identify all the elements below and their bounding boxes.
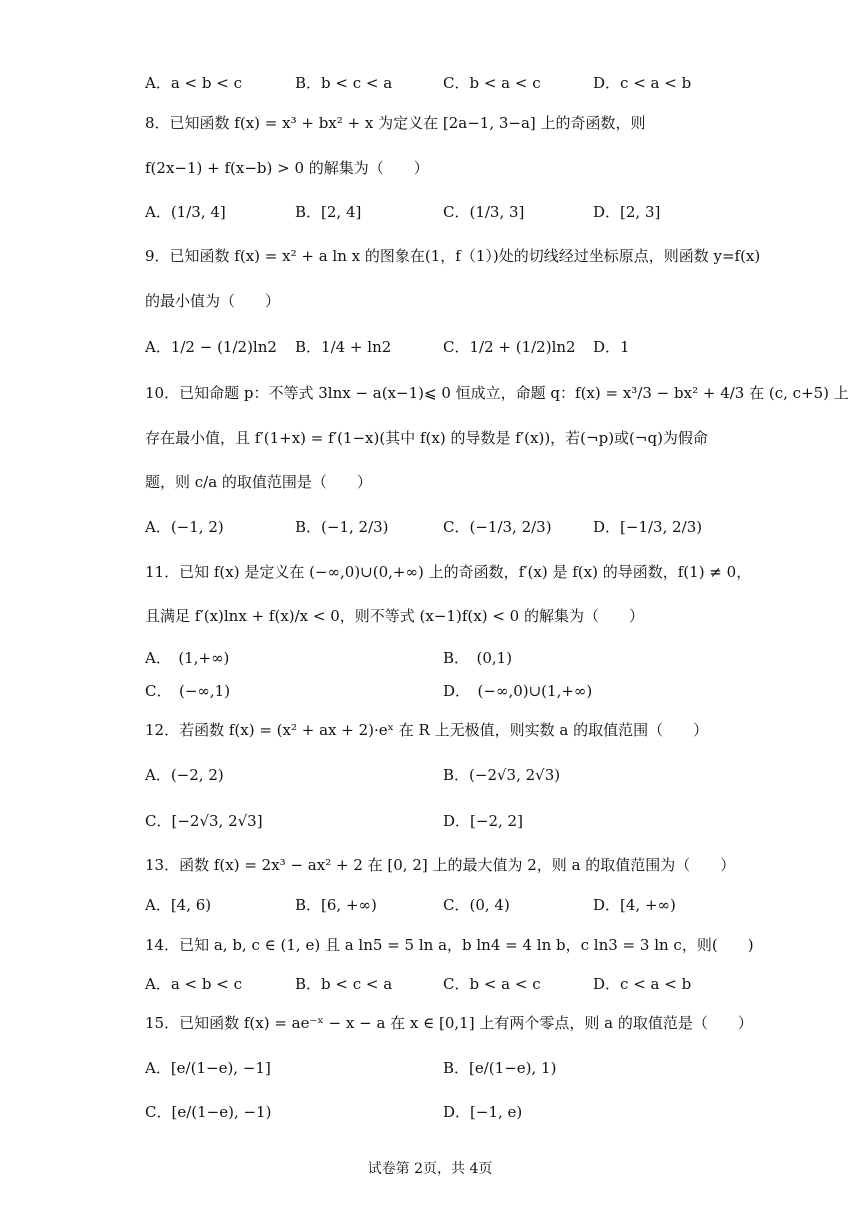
q14-option-a: A．a < b < c [145,975,242,993]
q12-stem-line1: 12．若函数 f(x) = (x² + ax + 2)·eˣ 在 R 上无极值，则实数 a 的取值范围（ ） [145,721,709,739]
q12-option-c: C．[−2√3, 2√3] [145,812,263,830]
q9-option-c: C．1/2 + (1/2)ln2 [443,338,576,356]
q9-option-a: A．1/2 − (1/2)ln2 [145,338,277,356]
q14-option-d: D．c < a < b [593,975,692,993]
q15-option-b: B．[e/(1−e), 1) [443,1059,557,1077]
q7-option-b: B．b < c < a [295,74,393,92]
q9-option-b: B．1/4 + ln2 [295,338,392,356]
q8-stem-line2: f(2x−1) + f(x−b) > 0 的解集为（ ） [145,159,429,177]
q11-stem-line2: 且满足 f′(x)lnx + f(x)/x < 0，则不等式 (x−1)f(x) < 0 的解集为（ ） [145,607,644,625]
page-footer: 试卷第 2页，共 4页 [367,1161,493,1177]
q15-stem-line1: 15．已知函数 f(x) = ae⁻ˣ − x − a 在 x ∈ [0,1] 上有两个零点，则 a 的取值范是（ ） [145,1014,753,1032]
q9-stem-line2: 的最小值为（ ） [145,292,281,310]
q8-option-d: D．[2, 3] [593,203,661,221]
q13-option-d: D．[4, +∞) [593,896,676,914]
q13-option-a: A．[4, 6) [145,896,212,914]
q8-option-a: A．(1/3, 4] [145,203,226,221]
q14-option-c: C．b < a < c [443,975,541,993]
q12-option-a: A．(−2, 2) [145,766,224,784]
q11-option-b: B． (0,1) [443,649,513,667]
q10-option-c: C．(−1/3, 2/3) [443,518,552,536]
q13-option-c: C．(0, 4) [443,896,510,914]
q9-option-d: D．1 [593,338,630,356]
q8-option-c: C．(1/3, 3] [443,203,525,221]
q11-option-d: D． (−∞,0)∪(1,+∞) [443,682,593,700]
q10-stem-line3: 题，则 c/a 的取值范围是（ ） [145,473,372,491]
q13-option-b: B．[6, +∞) [295,896,377,914]
q7-option-c: C．b < a < c [443,74,541,92]
q10-option-b: B．(−1, 2/3) [295,518,389,536]
q8-stem-line1: 8．已知函数 f(x) = x³ + bx² + x 为定义在 [2a−1, 3−a] 上的奇函数，则 [145,114,646,132]
q9-stem-line1: 9．已知函数 f(x) = x² + a ln x 的图象在(1，f（1）)处的切线经过坐标原点，则函数 y=f(x) [145,247,761,265]
q12-option-b: B．(−2√3, 2√3) [443,766,561,784]
q7-option-a: A．a < b < c [145,74,242,92]
q13-stem-line1: 13．函数 f(x) = 2x³ − ax² + 2 在 [0, 2] 上的最大值为 2，则 a 的取值范围为（ ） [145,856,736,874]
q8-option-b: B．[2, 4] [295,203,362,221]
q10-option-d: D．[−1/3, 2/3) [593,518,703,536]
q14-option-b: B．b < c < a [295,975,393,993]
q7-option-d: D．c < a < b [593,74,692,92]
q15-option-c: C．[e/(1−e), −1) [145,1103,272,1121]
q11-option-c: C． (−∞,1) [145,682,231,700]
q10-stem-line1: 10．已知命题 p：不等式 3lnx − a(x−1)⩽ 0 恒成立，命题 q：f(x) = x³/3 − bx² + 4/3 在 (c, c+5) 上 [145,384,849,402]
q11-option-a: A． (1,+∞) [145,649,230,667]
q15-option-a: A．[e/(1−e), −1] [145,1059,271,1077]
q12-option-d: D．[−2, 2] [443,812,523,830]
q11-stem-line1: 11．已知 f(x) 是定义在 (−∞,0)∪(0,+∞) 上的奇函数，f′(x) 是 f(x) 的导函数，f(1) ≠ 0， [145,563,752,581]
q15-option-d: D．[−1, e) [443,1103,523,1121]
q14-stem-line1: 14．已知 a, b, c ∈ (1, e) 且 a ln5 = 5 ln a，b ln4 = 4 ln b，c ln3 = 3 ln c，则( ) [145,936,754,954]
q10-option-a: A．(−1, 2) [145,518,224,536]
q10-stem-line2: 存在最小值，且 f′(1+x) = f′(1−x)(其中 f(x) 的导数是 f′(x))，若(¬p)或(¬q)为假命 [145,429,708,447]
